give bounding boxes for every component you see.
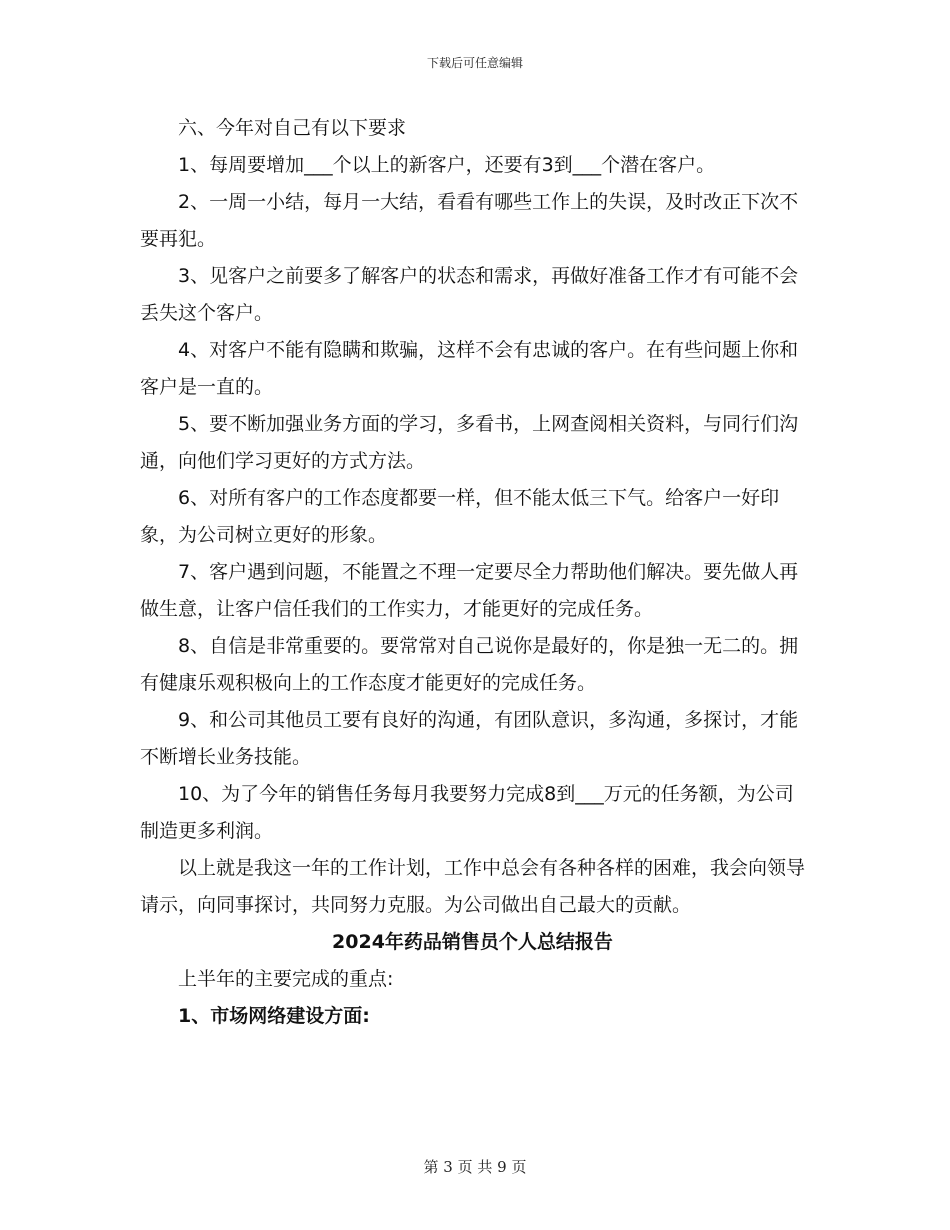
page-header: 下载后可任意编辑 [426, 56, 523, 70]
requirement-item: 6、对所有客户的工作态度都要一样，但不能太低三下气。给客户一好印象，为公司树立更好的形象。 [140, 487, 780, 546]
requirement-item: 7、客户遇到问题，不能置之不理一定要尽全力帮助他们解决。要先做人再做生意，让客户信任我们的工作实力，才能更好的完成任务。 [140, 561, 799, 620]
closing-paragraph: 以上就是我这一年的工作计划，工作中总会有各种各样的困难，我会向领导请示，向同事探讨，共同努力克服。为公司做出自己最大的贡献。 [140, 857, 806, 916]
requirement-item: 10、为了今年的销售任务每月我要努力完成8到___万元的任务额，为公司制造更多利润。 [140, 783, 794, 842]
page-footer: 第 3 页 共 9 页 [423, 1158, 527, 1176]
requirement-item: 1、每周要增加___个以上的新客户，还要有3到___个潜在客户。 [178, 154, 716, 176]
document-body [140, 110, 805, 1035]
report-intro: 上半年的主要完成的重点: [178, 968, 394, 990]
requirement-item: 9、和公司其他员工要有良好的沟通，有团队意识，多沟通，多探讨，才能不断增长业务技能。 [140, 709, 799, 768]
section-heading-requirements: 六、今年对自己有以下要求 [178, 117, 407, 139]
requirement-item: 5、要不断加强业务方面的学习，多看书，上网查阅相关资料，与同行们沟通，向他们学习更好的方式方法。 [140, 413, 799, 472]
requirement-item: 3、见客户之前要多了解客户的状态和需求，再做好准备工作才有可能不会丢失这个客户。 [140, 265, 799, 324]
report-title: 2024年药品销售员个人总结报告 [332, 931, 613, 953]
requirement-item: 2、一周一小结，每月一大结，看看有哪些工作上的失误，及时改正下次不要再犯。 [140, 191, 799, 250]
report-subheading: 1、市场网络建设方面: [178, 1005, 370, 1027]
requirement-item: 4、对客户不能有隐瞒和欺骗，这样不会有忠诚的客户。在有些问题上你和客户是一直的。 [140, 339, 799, 398]
requirement-item: 8、自信是非常重要的。要常常对自己说你是最好的，你是独一无二的。拥有健康乐观积极向上的工作态度才能更好的完成任务。 [140, 635, 799, 694]
